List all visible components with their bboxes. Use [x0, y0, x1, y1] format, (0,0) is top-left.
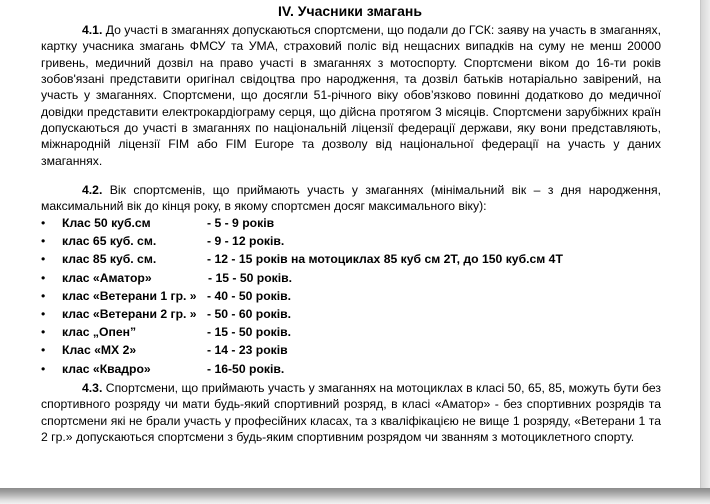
- paragraph-4-2: [41, 182, 661, 215]
- class-name: клас „Опен”: [62, 325, 137, 340]
- paragraph-text: До участі в змаганнях допускаються спортсмени, що подали до ГСК: заяву на участь в змаганнях, картку учасника змагань ФМСУ та УМА, страховий поліс від нещасних випадків на суму не менш 20000 гривень, медичний дозвіл на право участі в змаганнях з мотоспорту. Спортсмени віком до 16-ти років зобов'язані представити оригінал свідоцтва про народження, та дозвіл батьків нотаріально завірений, на участь у змаганнях. Спортсмени, що досягли 51-річного віку обов’язково повинні додатково до медичної довідки представити електрокардіограму серця, що дійсна протягом 3 місяців. Спортсмени зарубіжних країн допускаються до участі в змаганнях по національній ліцензії федерації держави, яку вони представляють, міжнародній ліцензії FIM або FIM Europe та дозволу від національної федерації на участь у даних змаганнях.: [41, 23, 661, 168]
- age-class-list: [41, 214, 661, 378]
- class-ages: - 15 - 50 років.: [207, 325, 292, 340]
- class-name: клас «Квадро»: [62, 361, 151, 376]
- class-ages: - 50 - 60 років.: [207, 306, 292, 321]
- class-name: клас 85 куб. см.: [62, 252, 157, 267]
- class-name: клас 65 куб. см.: [62, 234, 157, 249]
- page-bottom-shadow: [0, 488, 710, 504]
- bullet-icon: •: [41, 216, 46, 230]
- bullet-icon: •: [41, 270, 46, 285]
- class-name: клас «Аматор»: [62, 270, 152, 285]
- paragraph-number: 4.1.: [82, 23, 103, 37]
- bullet-icon: •: [41, 306, 46, 321]
- list-item: [41, 214, 661, 232]
- list-item: [41, 287, 661, 305]
- list-item: [41, 341, 661, 359]
- bullet-icon: •: [41, 343, 46, 358]
- class-ages: - 14 - 23 років: [207, 343, 288, 358]
- paragraph-text: Спортсмени, що приймають участь у змаганнях на мотоциклах в класі 50, 65, 85, можуть бути без спортивного розряду чи мати будь-який спортивний розряд, в класі «Аматор» - без спортивних розрядів та спортсмени які не брали участь у професійних класах, та з кваліфікацією не вище 1 розряду, «Ветерани 1 та 2 гр.» допускаються спортсмени з будь-яким спортивним розрядом чи званням з мотоциклетного спорту.: [41, 381, 661, 445]
- bullet-icon: •: [41, 361, 46, 376]
- section-title: IV. Учасники змагань: [278, 3, 422, 19]
- bullet-icon: •: [41, 252, 46, 267]
- paragraph-4-1: [41, 22, 661, 169]
- class-name: Клас 50 куб.см: [62, 216, 151, 230]
- list-item: [41, 232, 661, 250]
- paragraph-number: 4.2.: [82, 183, 103, 197]
- bullet-icon: •: [41, 288, 46, 303]
- paragraph-text: Вік спортсменів, що приймають участь у змаганнях (мінімальний вік – з дня народження, максимальний вік до кінця року, в якому спортсмен досяг максимального віку):: [41, 183, 661, 214]
- bullet-icon: •: [41, 234, 46, 249]
- class-ages: - 12 - 15 років на мотоциклах 85 куб см 2Т, до 150 куб.см 4Т: [207, 252, 563, 267]
- class-name: клас «Ветерани 1 гр. »: [62, 288, 197, 303]
- page-side-shadow: [701, 0, 710, 504]
- list-item: [41, 360, 661, 378]
- class-name: Клас «МХ 2»: [62, 343, 137, 358]
- class-ages: - 16-50 років.: [207, 361, 285, 376]
- class-name: клас «Ветерани 2 гр. »: [62, 306, 197, 321]
- class-ages: - 9 - 12 років.: [207, 234, 285, 249]
- list-item: [41, 269, 661, 287]
- list-item: [41, 305, 661, 323]
- paragraph-number: 4.3.: [82, 381, 103, 395]
- class-ages: - 40 - 50 років.: [207, 288, 292, 303]
- paragraph-4-3: [41, 380, 661, 445]
- bullet-icon: •: [41, 325, 46, 340]
- list-item: [41, 323, 661, 341]
- class-ages: - 5 - 9 років: [207, 216, 275, 230]
- list-item: [41, 250, 661, 268]
- class-ages: - 15 - 50 років.: [208, 270, 293, 285]
